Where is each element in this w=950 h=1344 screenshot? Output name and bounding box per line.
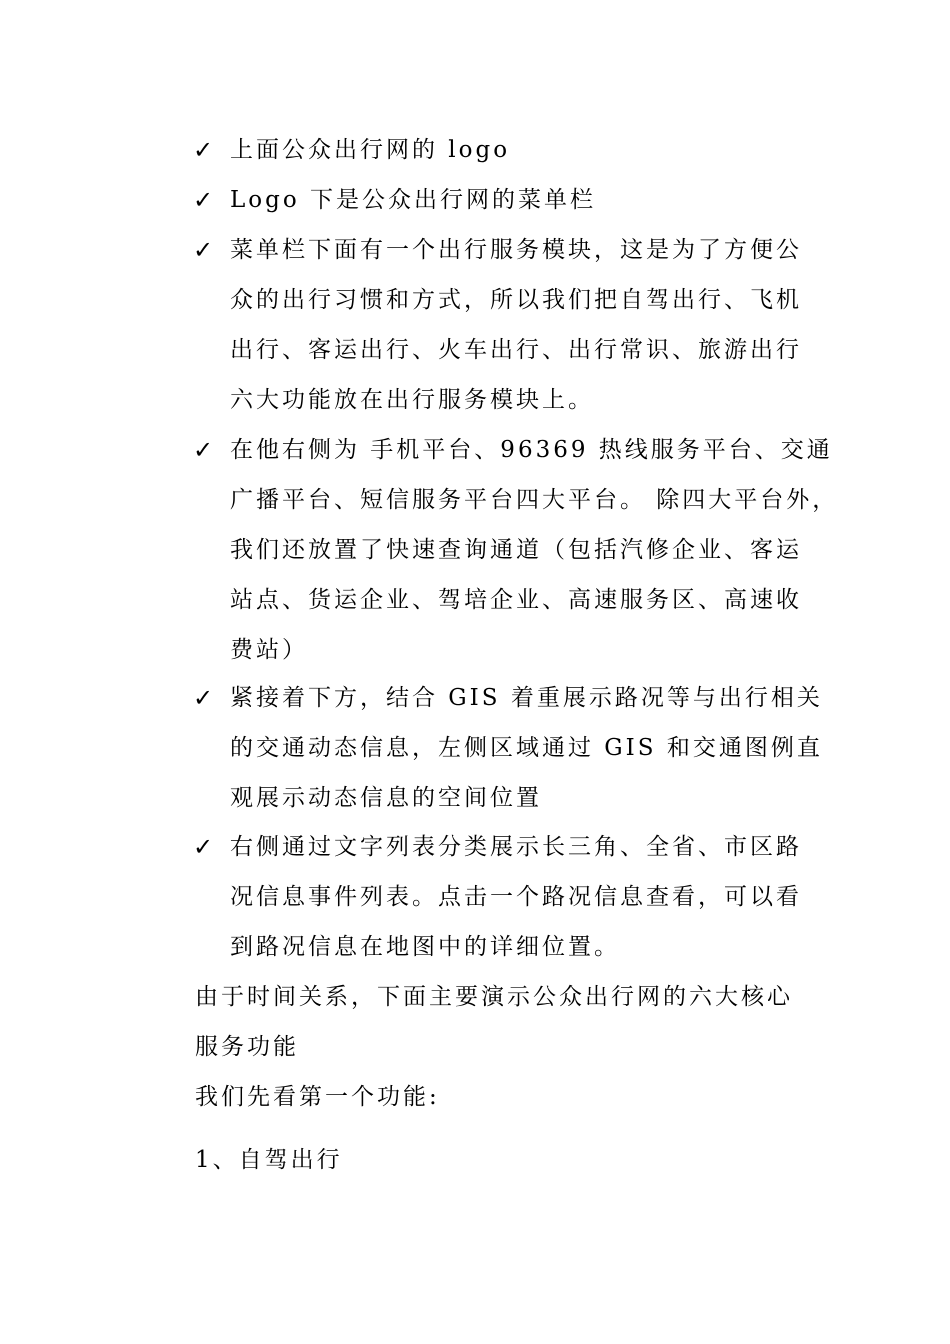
bullet-line: Logo 下是公众出行网的菜单栏 [230, 187, 597, 213]
bullet-line: 站点、货运企业、驾培企业、高速服务区、高速收 [230, 587, 802, 613]
bullet-line: 广播平台、短信服务平台四大平台。 除四大平台外， [230, 487, 839, 513]
paragraph-line: 由于时间关系，下面主要演示公众出行网的六大核心 [195, 984, 793, 1010]
paragraph-line: 我们先看第一个功能: [195, 1084, 440, 1110]
bullet-line: 出行、客运出行、火车出行、出行常识、旅游出行 [230, 337, 802, 363]
checkmark-icon: ✓ [193, 136, 214, 164]
checkmark-icon: ✓ [193, 186, 214, 214]
bullet-line: 上面公众出行网的 logo [230, 137, 511, 163]
bullet-line: 右侧通过文字列表分类展示长三角、全省、市区路 [230, 834, 802, 860]
bullet-line: 众的出行习惯和方式，所以我们把自驾出行、飞机 [230, 287, 802, 313]
bullet-line: 费站） [230, 637, 308, 663]
bullet-line: 到路况信息在地图中的详细位置。 [230, 934, 620, 960]
bullet-line: 我们还放置了快速查询通道（包括汽修企业、客运 [230, 537, 802, 563]
bullet-line: 在他右侧为 手机平台、96369 热线服务平台、交通 [230, 437, 833, 463]
bullet-line: 紧接着下方，结合 GIS 着重展示路况等与出行相关 [230, 685, 823, 711]
paragraph-line: 服务功能 [195, 1034, 299, 1060]
checkmark-icon: ✓ [193, 833, 214, 861]
bullet-line: 菜单栏下面有一个出行服务模块，这是为了方便公 [230, 237, 802, 263]
bullet-line: 况信息事件列表。点击一个路况信息查看，可以看 [230, 884, 802, 910]
checkmark-icon: ✓ [193, 236, 214, 264]
bullet-line: 六大功能放在出行服务模块上。 [230, 387, 594, 413]
checkmark-icon: ✓ [193, 684, 214, 712]
checkmark-icon: ✓ [193, 436, 214, 464]
section-heading: 1、自驾出行 [195, 1147, 343, 1173]
bullet-line: 的交通动态信息，左侧区域通过 GIS 和交通图例直 [230, 735, 823, 761]
bullet-line: 观展示动态信息的空间位置 [230, 785, 542, 811]
